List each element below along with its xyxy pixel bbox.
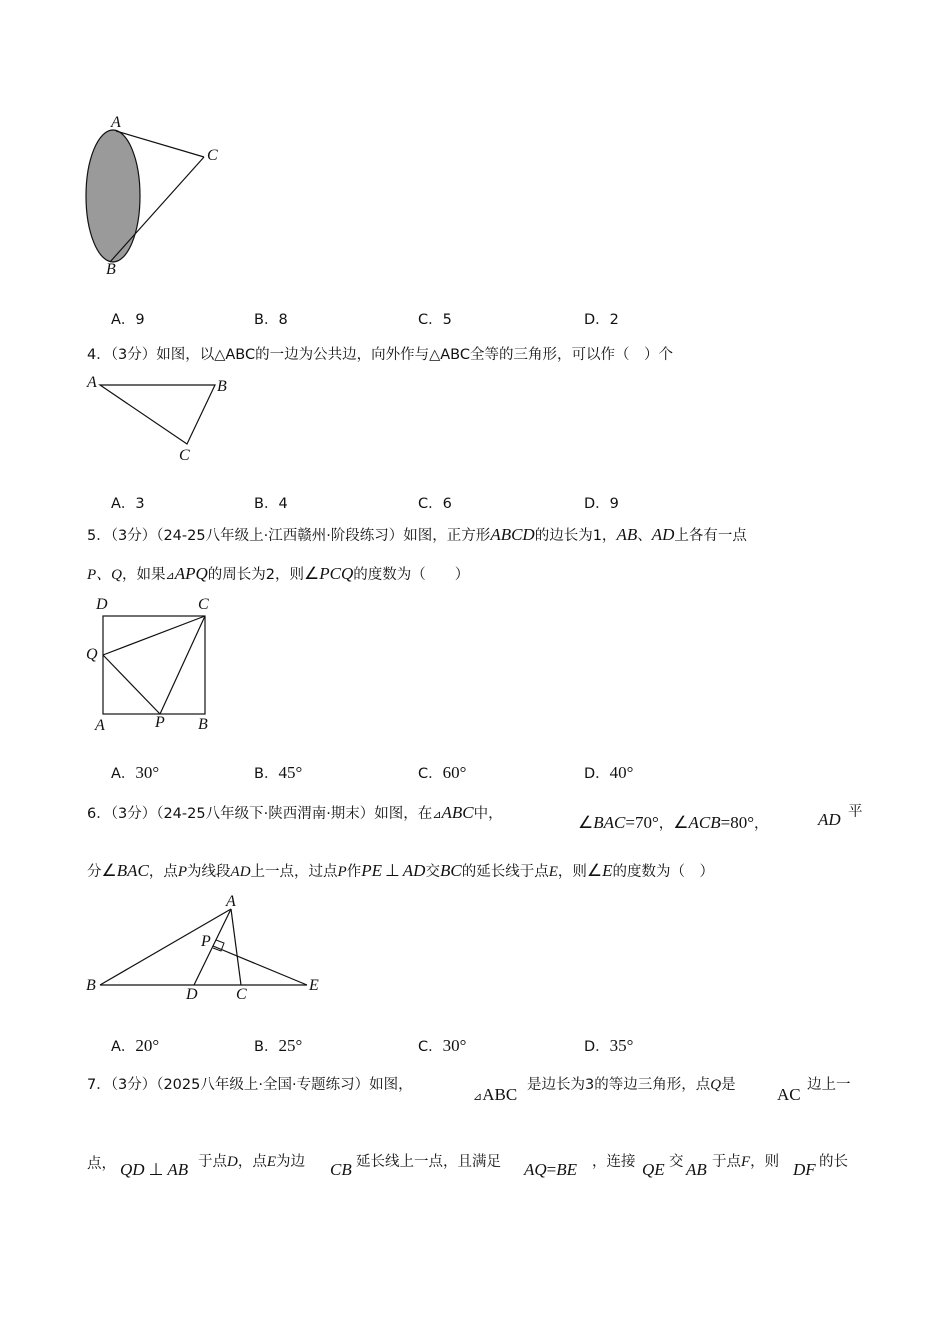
q6-acb: ACB — [688, 813, 721, 832]
q6-l2-angle2: ∠ — [586, 861, 603, 880]
q7-t1: 是边长为3的等边三角形，点 — [527, 1077, 711, 1093]
q7-aq-eq-be — [524, 1160, 577, 1180]
q6-option-d[interactable] — [584, 1035, 633, 1056]
q7-l2-t5: ，连接 — [592, 1154, 636, 1170]
fig5-label-c: C — [198, 596, 209, 613]
q6-tri-symbol: ⊿ — [432, 808, 442, 821]
q7-eq: = — [546, 1160, 557, 1179]
q7-qe: QE — [642, 1160, 665, 1179]
q6-l2-t4: 作 — [346, 864, 362, 880]
q6-ping: 平 — [848, 804, 863, 820]
q6-l2-e: E — [548, 864, 558, 880]
q5-option-b-value: 45° — [278, 763, 303, 782]
q6-l2-ad: AD — [230, 864, 251, 880]
fig5-label-b: B — [198, 716, 208, 733]
q7-l2-dian: 点， — [87, 1156, 116, 1172]
q5-option-a-value: 30° — [135, 763, 160, 782]
q6-l2-angle: ∠ — [101, 861, 117, 880]
q6-option-a[interactable] — [111, 1035, 159, 1056]
q7-qd: QD — [120, 1160, 145, 1179]
fig6-label-c: C — [236, 986, 247, 1003]
q5-pq: P、Q — [87, 567, 122, 583]
q7-qd-perp-ab — [120, 1160, 188, 1180]
q5-abcd: ABCD — [490, 525, 535, 544]
q6-l2-p: P — [177, 864, 188, 880]
q6-option-b[interactable] — [254, 1035, 302, 1056]
fig4-label-c: C — [179, 447, 190, 464]
q7-f: F — [741, 1154, 751, 1170]
q5-angle-symbol: ∠ — [304, 564, 320, 583]
q6-eq1: =70° — [625, 813, 659, 832]
fig6-label-p: P — [201, 933, 211, 950]
q7-d: D — [227, 1154, 238, 1170]
q6-angle1: ∠ — [578, 813, 594, 832]
fig3-label-b: B — [106, 261, 116, 278]
fig6-label-d: D — [186, 986, 198, 1003]
q6-l2-perp: ⊥ — [384, 861, 400, 880]
q6-abc: ABC — [441, 803, 474, 822]
q5-ab: AB — [616, 525, 638, 544]
q6-l2-t5: 交 — [425, 864, 440, 880]
q7-l2-t3: 为边 — [276, 1154, 306, 1170]
segment-ac — [231, 909, 241, 985]
fig6-label-b: B — [86, 977, 96, 994]
q7-aq: AQ — [524, 1160, 547, 1179]
fig5-label-p: P — [155, 714, 165, 731]
q5-t5: 的周长为2，则 — [207, 567, 304, 583]
q6-option-c-value: 30° — [442, 1036, 467, 1055]
q6-l2-pe: PE — [361, 861, 382, 880]
q6-eq2: =80° — [720, 813, 754, 832]
q7-l2-t9: 的长 — [819, 1154, 848, 1170]
q4-option-a[interactable]: A．3 — [111, 496, 145, 512]
q5-t1: 的边长为1， — [534, 528, 617, 544]
q6-l2-bc: BC — [439, 861, 462, 880]
q3-option-b[interactable]: B．8 — [254, 312, 288, 328]
fig3-label-a: A — [111, 114, 121, 131]
q6-angle2: ∠ — [673, 813, 689, 832]
q6-ad: AD — [818, 810, 841, 829]
q6-l2-t3: 上一点，过点 — [250, 864, 338, 880]
q6-comma2: ， — [754, 816, 769, 832]
segment-pe — [213, 946, 307, 985]
q5-option-d-value: 40° — [609, 763, 634, 782]
q5-option-c-letter: C． — [418, 766, 443, 782]
q6-l2-t6: 的延长线于点 — [461, 864, 549, 880]
q5-option-a-letter: A． — [111, 766, 136, 782]
q5-tri-symbol: ⊿ — [165, 569, 175, 582]
q7-ab: AB — [167, 1160, 189, 1179]
q5-t6: 的度数为（ ） — [353, 567, 470, 583]
q7-l2-t8: ，则 — [750, 1154, 780, 1170]
q5-pcq: PCQ — [319, 564, 354, 583]
q6-option-a-letter: A． — [111, 1039, 136, 1055]
q6-option-a-value: 20° — [135, 1036, 160, 1055]
q5-option-d-letter: D． — [584, 766, 610, 782]
q7-be: BE — [556, 1160, 578, 1179]
q7-t2: 是 — [721, 1077, 736, 1093]
q7-q: Q — [710, 1077, 722, 1093]
q7-l2-t7: 于点 — [712, 1154, 741, 1170]
q7-t3: 边上一 — [807, 1077, 851, 1093]
fig5-label-q: Q — [86, 646, 98, 663]
q7-e: E — [266, 1154, 277, 1170]
q7-line2-a — [198, 1150, 305, 1171]
q5-option-c-value: 60° — [442, 763, 467, 782]
q6-comma1: ， — [658, 816, 674, 832]
q6-option-c[interactable] — [418, 1035, 466, 1056]
q5-prefix: 5．（3分）（24-25八年级上·江西赣州·阶段练习）如图，正方形 — [87, 528, 491, 544]
q6-l2-t7: ，则 — [557, 864, 587, 880]
q7-prefix: 7．（3分）（2025八年级上·全国·专题练习）如图， — [87, 1077, 413, 1093]
q7-tri-symbol: ⊿ — [473, 1090, 483, 1103]
q6-l2-e2: E — [602, 861, 613, 880]
q6-bac: BAC — [593, 813, 626, 832]
q6-fen: 分 — [87, 864, 102, 880]
q7-triangle — [473, 1085, 517, 1105]
q6-option-c-letter: C． — [418, 1039, 443, 1055]
q6-option-b-letter: B． — [254, 1039, 279, 1055]
q5-apq: APQ — [174, 564, 208, 583]
q3-option-a[interactable]: A．9 — [111, 312, 145, 328]
q6-t1: 中， — [473, 806, 503, 822]
q7-perp: ⊥ — [148, 1160, 164, 1179]
fig6-label-a: A — [226, 893, 236, 910]
q6-l2-t8: 的度数为（ ） — [612, 864, 715, 880]
q7-line1-mid — [527, 1073, 736, 1094]
q6-prefix: 6．（3分）（24-25八年级下·陕西渭南·期末）如图，在 — [87, 806, 433, 822]
segment-ab — [100, 909, 231, 985]
q6-l2-p2: P — [337, 864, 347, 880]
q4-option-d[interactable]: D．9 — [584, 496, 619, 512]
q5-t3: 上各有一点 — [674, 528, 747, 544]
q7-abc: ABC — [482, 1085, 518, 1104]
q5-ad: AD — [651, 525, 675, 544]
fig5-label-a: A — [95, 717, 105, 734]
q5-option-b-letter: B． — [254, 766, 279, 782]
q4-text: 4．（3分）如图，以△ABC的一边为公共边，向外作与△ABC全等的三角形，可以作（ ）个 — [87, 347, 673, 363]
q6-l2-ad2: AD — [402, 861, 426, 880]
q7-l2-t2: ，点 — [237, 1154, 267, 1170]
q5-t2: 、 — [637, 528, 652, 544]
fig5-label-d: D — [96, 596, 108, 613]
q6-l2-t2: 为线段 — [187, 864, 231, 880]
fig6-label-e: E — [309, 977, 319, 994]
q6-l2-bac: BAC — [116, 861, 149, 880]
q6-option-d-letter: D． — [584, 1039, 610, 1055]
fig4-label-a: A — [87, 374, 97, 391]
q7-ac: AC — [777, 1085, 801, 1104]
q6-l2-t1: ，点 — [148, 864, 178, 880]
q6-option-d-value: 35° — [609, 1036, 634, 1055]
q7-ab2: AB — [686, 1160, 707, 1179]
q7-l2-t4: 延长线上一点，且满足 — [356, 1154, 501, 1170]
q7-df: DF — [793, 1160, 816, 1179]
fig3-label-c: C — [207, 147, 218, 164]
q7-l2-t6: 交 — [669, 1154, 684, 1170]
q7-l2-t1: 于点 — [198, 1154, 227, 1170]
q5-t4: ，如果 — [122, 567, 166, 583]
q7-cb: CB — [330, 1160, 352, 1179]
fig4-label-b: B — [217, 378, 227, 395]
q4-option-b[interactable]: B．4 — [254, 496, 288, 512]
q3-option-d[interactable]: D．2 — [584, 312, 619, 328]
q7-line2-b — [712, 1150, 779, 1171]
q6-option-b-value: 25° — [278, 1036, 303, 1055]
q3-option-c[interactable]: C．5 — [418, 312, 452, 328]
q4-option-c[interactable]: C．6 — [418, 496, 452, 512]
